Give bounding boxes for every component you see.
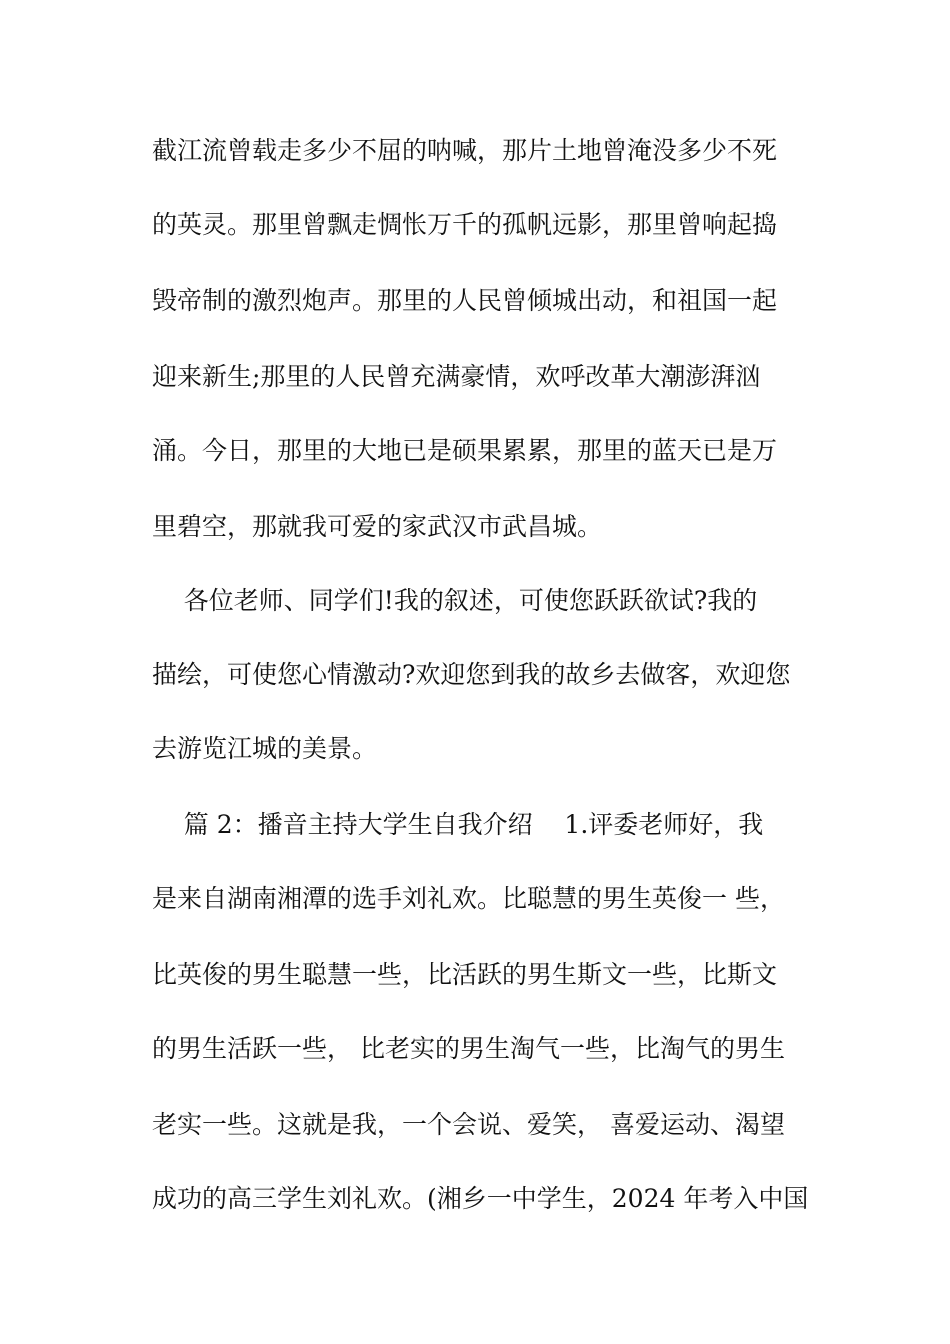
section-heading-line: 篇 2：播音主持大学生自我介绍 1.评委老师好，我 <box>152 810 764 839</box>
text-line: 毁帝制的激烈炮声。那里的人民曾倾城出动，和祖国一起 <box>152 286 778 315</box>
text-line: 截江流曾载走多少不屈的呐喊，那片土地曾淹没多少不死 <box>152 136 778 165</box>
text-line: 涌。今日，那里的大地已是硕果累累，那里的蓝天已是万 <box>152 436 778 465</box>
text-line: 比英俊的男生聪慧一些，比活跃的男生斯文一些，比斯文 <box>152 960 778 989</box>
text-line: 迎来新生;那里的人民曾充满豪情，欢呼改革大潮澎湃汹 <box>152 362 761 391</box>
text-line: 各位老师、同学们!我的叙述，可使您跃跃欲试?我的 <box>152 586 758 615</box>
text-line: 成功的高三学生刘礼欢。(湘乡一中学生，2024 年考入中国 <box>152 1184 809 1213</box>
text-line: 去游览江城的美景。 <box>152 734 378 763</box>
text-line: 描绘，可使您心情激动?欢迎您到我的故乡去做客，欢迎您 <box>152 660 791 689</box>
text-line: 是来自湖南湘潭的选手刘礼欢。比聪慧的男生英俊一 些， <box>152 884 785 913</box>
text-line: 老实一些。这就是我，一个会说、爱笑， 喜爱运动、渴望 <box>152 1110 785 1139</box>
text-line: 里碧空，那就我可爱的家武汉市武昌城。 <box>152 512 603 541</box>
text-line: 的男生活跃一些， 比老实的男生淘气一些，比淘气的男生 <box>152 1034 785 1063</box>
text-line: 的英灵。那里曾飘走惆怅万千的孤帆远影，那里曾响起捣 <box>152 210 778 239</box>
